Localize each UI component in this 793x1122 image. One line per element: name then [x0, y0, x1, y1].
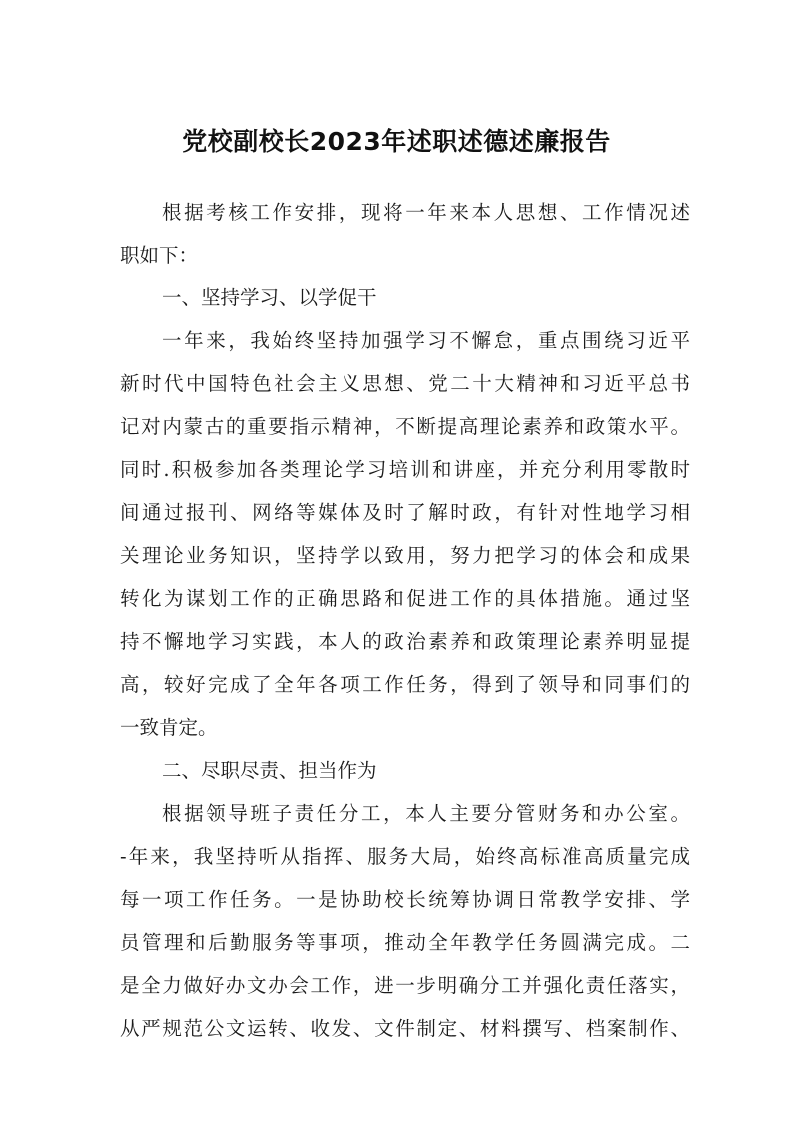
paragraph-line: -年来，我坚持听从指挥、服务大局，始终高标准高质量完成: [120, 845, 690, 868]
paragraph-line: 一年来，我始终坚持加强学习不懈怠，重点围绕习近平: [162, 329, 690, 352]
document-title: 党校副校长2023年述职述德述廉报告: [182, 127, 611, 156]
paragraph-line: 是全力做好办文办会工作，进一步明确分工并强化责任落实，: [120, 974, 690, 997]
paragraph-line: 根据领导班子责任分工，本人主要分管财务和办公室。: [162, 802, 690, 825]
paragraph-line: 同时.积极参加各类理论学习培训和讲座，并充分利用零散时: [120, 458, 690, 481]
paragraph-line: 从严规范公文运转、收发、文件制定、材料撰写、档案制作、: [120, 1017, 690, 1040]
paragraph-line: 记对内蒙古的重要指示精神，不断提高理论素养和政策水平。: [120, 415, 690, 438]
paragraph-line: 持不懈地学习实践，本人的政治素养和政策理论素养明显提: [120, 630, 690, 653]
paragraph-line: 一致肯定。: [120, 716, 218, 739]
paragraph-line: 员管理和后勤服务等事项，推动全年教学任务圆满完成。二: [120, 931, 690, 954]
section-heading: 二、尽职尽责、担当作为: [162, 759, 377, 782]
paragraph-line: 职如下：: [120, 244, 199, 267]
paragraph-line: 间通过报刊、网络等媒体及时了解时政，有针对性地学习相: [120, 501, 690, 524]
paragraph-line: 根据考核工作安排，现将一年来本人思想、工作情况述: [162, 201, 690, 224]
paragraph-line: 关理论业务知识，坚持学以致用，努力把学习的体会和成果: [120, 544, 690, 567]
paragraph-line: 转化为谋划工作的正确思路和促进工作的具体措施。通过坚: [120, 587, 690, 610]
paragraph-line: 每一项工作任务。一是协助校长统筹协调日常教学安排、学: [120, 888, 690, 911]
paragraph-line: 高，较好完成了全年各项工作任务，得到了领导和同事们的: [120, 673, 690, 696]
paragraph-line: 新时代中国特色社会主义思想、党二十大精神和习近平总书: [120, 372, 690, 395]
section-heading: 一、坚持学习、以学促干: [162, 286, 377, 309]
